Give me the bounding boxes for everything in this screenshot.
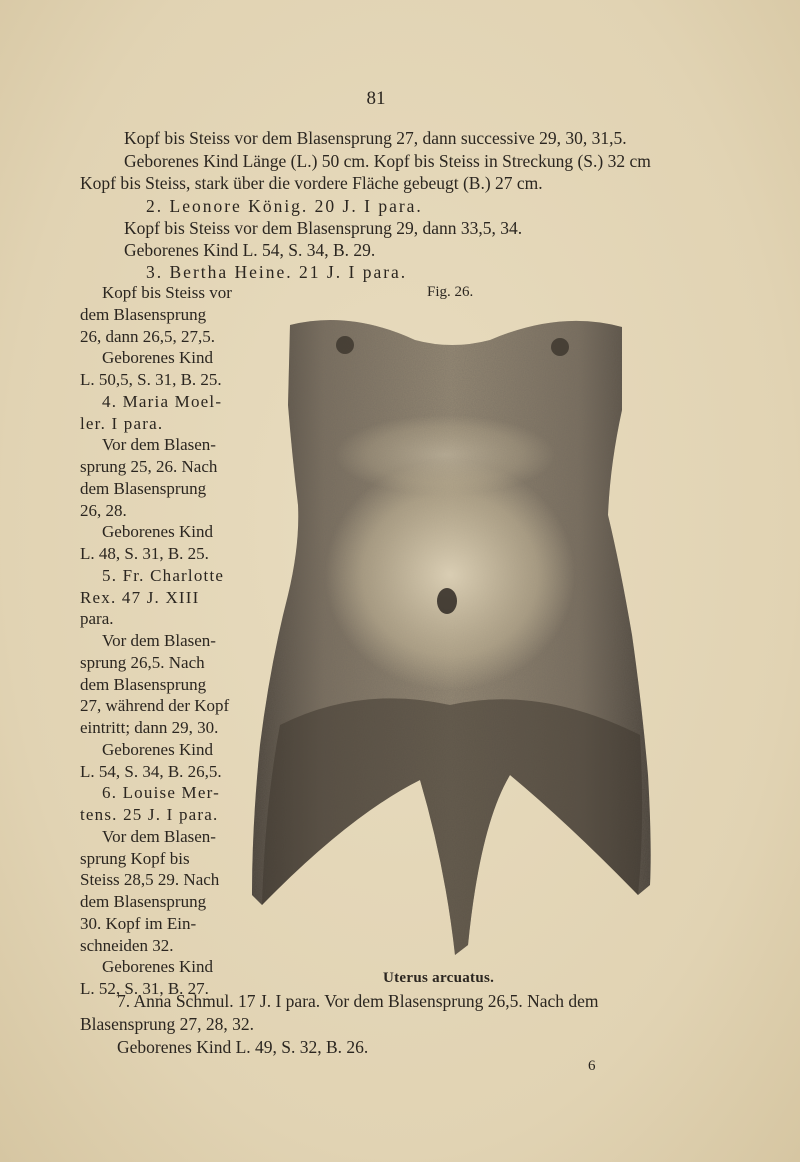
column-line: dem Blasensprung bbox=[80, 892, 207, 911]
column-line: sprung 26,5. Nach bbox=[80, 652, 205, 672]
column-line: Geborenes Kind bbox=[102, 348, 213, 368]
column-line: schneiden 32. bbox=[80, 935, 174, 955]
column-line: 26, 28. bbox=[80, 500, 127, 520]
column-line: dem Blasensprung bbox=[80, 478, 207, 498]
navel bbox=[437, 588, 457, 614]
column-line: ler. I para. bbox=[80, 413, 164, 433]
page-number: 81 bbox=[366, 88, 386, 109]
column-line: dem Blasensprung bbox=[80, 674, 207, 694]
anatomical-figure bbox=[240, 305, 665, 965]
signature-mark: 6 bbox=[588, 1058, 596, 1074]
column-line: L. 50,5, S. 31, B. 25. bbox=[80, 370, 222, 389]
column-line: L. 52, S. 31, B. 27. bbox=[80, 979, 209, 998]
column-line: Kopf bis Steiss vor bbox=[102, 283, 232, 302]
column-line: Vor dem Blasen- bbox=[102, 826, 216, 846]
case7-line: Geborenes Kind L. 49, S. 32, B. 26. bbox=[117, 1037, 369, 1057]
column-line: 4. Maria Moel- bbox=[102, 391, 223, 411]
column-line: sprung Kopf bis bbox=[80, 848, 190, 868]
column-line: 30. Kopf im Ein- bbox=[80, 913, 197, 933]
lower-shading bbox=[262, 698, 642, 955]
case-heading: 3. Bertha Heine. 21 J. I para. bbox=[146, 262, 408, 282]
case-heading: 2. Leonore König. 20 J. I para. bbox=[146, 196, 423, 216]
column-line: sprung 25, 26. Nach bbox=[80, 457, 218, 476]
right-nipple bbox=[551, 338, 569, 356]
case7-line: 7. Anna Schmul. 17 J. I para. Vor dem Blasensprung 26,5. Nach dem bbox=[117, 991, 599, 1011]
intro-line: Geborenes Kind Länge (L.) 50 cm. Kopf bis Steiss in Streckung (S.) 32 cm bbox=[124, 151, 651, 171]
case-line: Kopf bis Steiss vor dem Blasensprung 29, dann 33,5, 34. bbox=[124, 218, 523, 238]
column-line: Geborenes Kind bbox=[102, 522, 213, 542]
column-line: 26, dann 26,5, 27,5. bbox=[80, 326, 216, 346]
column-line: dem Blasensprung bbox=[80, 304, 207, 324]
column-line: eintritt; dann 29, 30. bbox=[80, 718, 219, 737]
column-line: tens. 25 J. I para. bbox=[80, 805, 219, 824]
column-line: Rex. 47 J. XIII bbox=[80, 587, 200, 607]
column-line: Vor dem Blasen- bbox=[102, 435, 216, 455]
column-line: Steiss 28,5 29. Nach bbox=[80, 870, 220, 890]
case7-line: Blasensprung 27, 28, 32. bbox=[80, 1014, 255, 1034]
column-line: L. 54, S. 34, B. 26,5. bbox=[80, 761, 222, 781]
figure-label: Fig. 26. bbox=[427, 284, 474, 300]
column-line: Geborenes Kind bbox=[102, 739, 213, 759]
column-line: 5. Fr. Charlotte bbox=[102, 565, 225, 585]
column-line: para. bbox=[80, 609, 114, 629]
left-nipple bbox=[336, 336, 354, 354]
column-line: Vor dem Blasen- bbox=[102, 631, 216, 650]
intro-line: Kopf bis Steiss, stark über die vordere Fläche gebeugt (B.) 27 cm. bbox=[80, 173, 543, 193]
column-line: 27, während der Kopf bbox=[80, 696, 230, 716]
column-line: L. 48, S. 31, B. 25. bbox=[80, 544, 209, 563]
column-line: Geborenes Kind bbox=[102, 957, 213, 977]
figure-caption: Uterus arcuatus. bbox=[383, 970, 495, 986]
column-line: 6. Louise Mer- bbox=[102, 783, 220, 803]
intro-line: Kopf bis Steiss vor dem Blasensprung 27, dann successive 29, 30, 31,5. bbox=[124, 128, 627, 148]
case-line: Geborenes Kind L. 54, S. 34, B. 29. bbox=[124, 240, 376, 260]
